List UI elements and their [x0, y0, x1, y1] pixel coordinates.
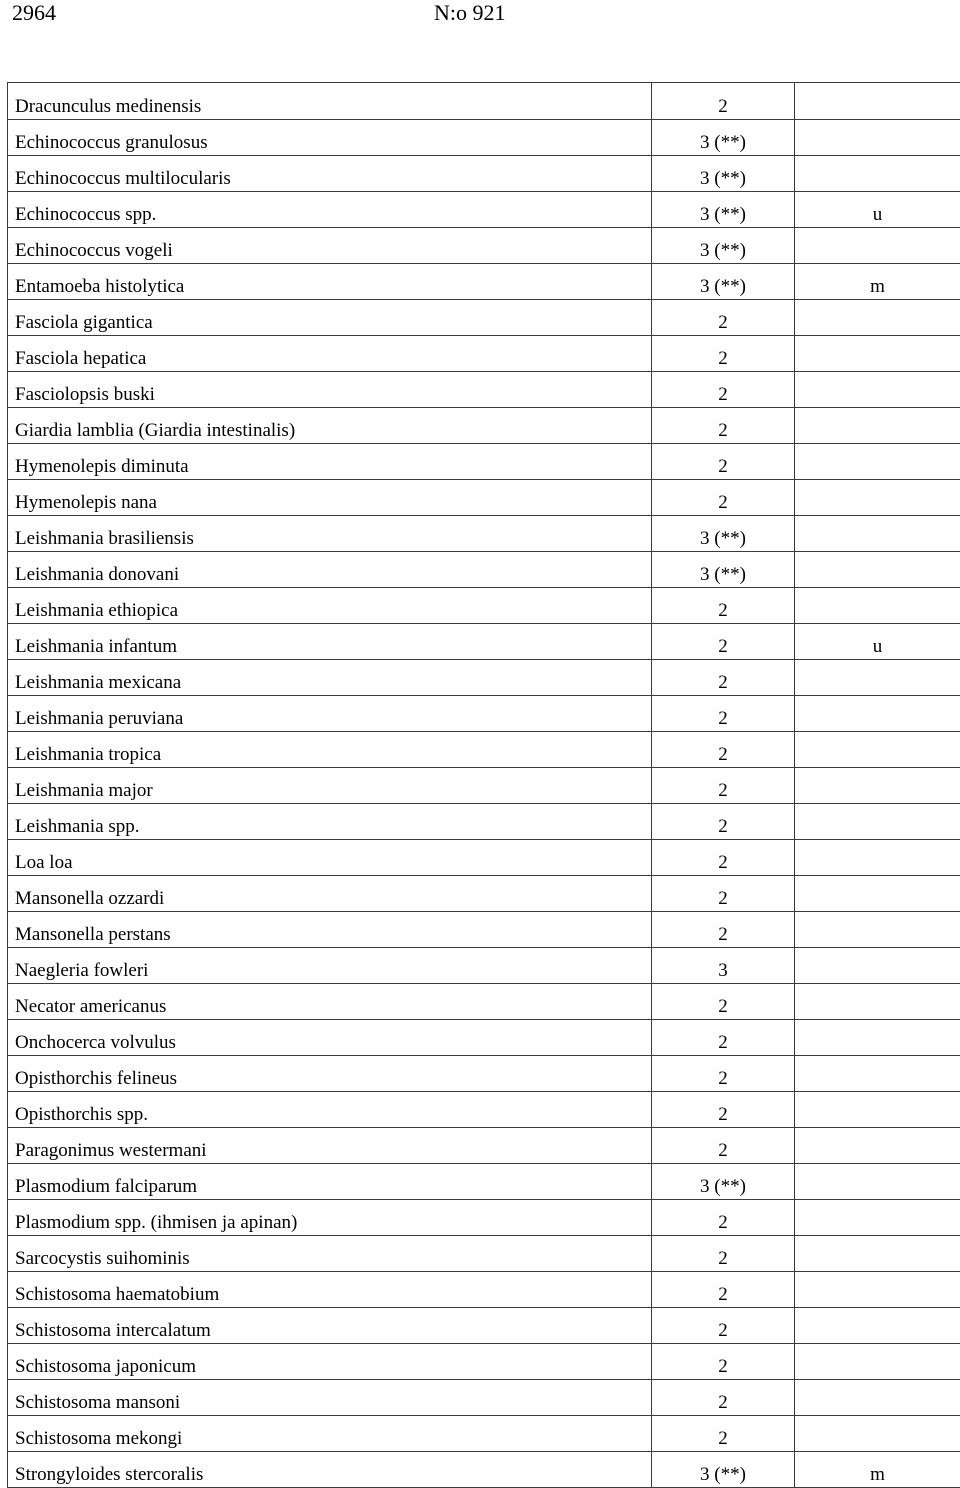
- risk-group-cell: 2: [652, 660, 795, 696]
- agent-name-cell: Sarcocystis suihominis: [8, 1236, 652, 1272]
- table-row: [8, 1128, 960, 1164]
- risk-group-cell: 2: [652, 696, 795, 732]
- agent-name-cell: Echinococcus granulosus: [8, 120, 652, 156]
- table-row: [8, 840, 960, 876]
- table-row: [8, 408, 960, 444]
- note-cell: [795, 876, 960, 912]
- table-row: [8, 804, 960, 840]
- risk-group-cell: 3 (**): [652, 156, 795, 192]
- note-cell: [795, 83, 960, 120]
- note-cell: m: [795, 264, 960, 300]
- agent-name-cell: Leishmania spp.: [8, 804, 652, 840]
- table-row: [8, 1164, 960, 1200]
- risk-group-cell: 2: [652, 1308, 795, 1344]
- note-cell: [795, 1272, 960, 1308]
- table-row: [8, 984, 960, 1020]
- agent-name-cell: Mansonella perstans: [8, 912, 652, 948]
- note-cell: [795, 408, 960, 444]
- table-row: [8, 480, 960, 516]
- risk-group-cell: 2: [652, 408, 795, 444]
- note-cell: [795, 912, 960, 948]
- note-cell: [795, 984, 960, 1020]
- note-cell: m: [795, 1452, 960, 1488]
- agent-name-cell: Fasciola hepatica: [8, 336, 652, 372]
- agents-table-body: [8, 83, 960, 1488]
- agent-name-cell: Loa loa: [8, 840, 652, 876]
- note-cell: [795, 1200, 960, 1236]
- agent-name-cell: Plasmodium falciparum: [8, 1164, 652, 1200]
- agent-name-cell: Entamoeba histolytica: [8, 264, 652, 300]
- agent-name-cell: Leishmania brasiliensis: [8, 516, 652, 552]
- risk-group-cell: 2: [652, 1272, 795, 1308]
- note-cell: u: [795, 192, 960, 228]
- risk-group-cell: 3: [652, 948, 795, 984]
- agent-name-cell: Echinococcus multilocularis: [8, 156, 652, 192]
- note-cell: [795, 1236, 960, 1272]
- risk-group-cell: 2: [652, 300, 795, 336]
- table-row: [8, 624, 960, 660]
- risk-group-cell: 2: [652, 336, 795, 372]
- table-row: [8, 516, 960, 552]
- risk-group-cell: 3 (**): [652, 120, 795, 156]
- biological-agents-table: [7, 82, 960, 1488]
- note-cell: [795, 444, 960, 480]
- note-cell: [795, 588, 960, 624]
- risk-group-cell: 3 (**): [652, 264, 795, 300]
- note-cell: [795, 1164, 960, 1200]
- table-row: [8, 1344, 960, 1380]
- agent-name-cell: Schistosoma haematobium: [8, 1272, 652, 1308]
- table-row: [8, 372, 960, 408]
- table-row: [8, 1380, 960, 1416]
- risk-group-cell: 2: [652, 624, 795, 660]
- table-row: [8, 192, 960, 228]
- risk-group-cell: 2: [652, 912, 795, 948]
- agent-name-cell: Echinococcus spp.: [8, 192, 652, 228]
- risk-group-cell: 2: [652, 876, 795, 912]
- agent-name-cell: Leishmania donovani: [8, 552, 652, 588]
- agent-name-cell: Echinococcus vogeli: [8, 228, 652, 264]
- note-cell: [795, 696, 960, 732]
- table-row: [8, 1452, 960, 1488]
- table-row: [8, 156, 960, 192]
- table-row: [8, 696, 960, 732]
- table-row: [8, 1056, 960, 1092]
- note-cell: u: [795, 624, 960, 660]
- table-row: [8, 83, 960, 120]
- note-cell: [795, 840, 960, 876]
- agent-name-cell: Leishmania mexicana: [8, 660, 652, 696]
- table-row: [8, 300, 960, 336]
- table-row: [8, 228, 960, 264]
- agent-name-cell: Schistosoma mansoni: [8, 1380, 652, 1416]
- risk-group-cell: 3 (**): [652, 516, 795, 552]
- note-cell: [795, 1380, 960, 1416]
- agent-name-cell: Schistosoma intercalatum: [8, 1308, 652, 1344]
- risk-group-cell: 3 (**): [652, 1164, 795, 1200]
- agent-name-cell: Schistosoma japonicum: [8, 1344, 652, 1380]
- agent-name-cell: Giardia lamblia (Giardia intestinalis): [8, 408, 652, 444]
- page-header: [0, 0, 960, 30]
- table-row: [8, 1308, 960, 1344]
- agent-name-cell: Schistosoma mekongi: [8, 1416, 652, 1452]
- document-number: N:o 921: [434, 0, 506, 26]
- agent-name-cell: Opisthorchis spp.: [8, 1092, 652, 1128]
- risk-group-cell: 2: [652, 588, 795, 624]
- risk-group-cell: 2: [652, 1128, 795, 1164]
- note-cell: [795, 732, 960, 768]
- risk-group-cell: 3 (**): [652, 192, 795, 228]
- note-cell: [795, 516, 960, 552]
- risk-group-cell: 2: [652, 1344, 795, 1380]
- table-row: [8, 660, 960, 696]
- note-cell: [795, 948, 960, 984]
- risk-group-cell: 2: [652, 768, 795, 804]
- note-cell: [795, 1092, 960, 1128]
- table-row: [8, 1272, 960, 1308]
- table-row: [8, 1416, 960, 1452]
- table-row: [8, 444, 960, 480]
- agent-name-cell: Plasmodium spp. (ihmisen ja apinan): [8, 1200, 652, 1236]
- risk-group-cell: 2: [652, 804, 795, 840]
- risk-group-cell: 2: [652, 1416, 795, 1452]
- table-row: [8, 120, 960, 156]
- agent-name-cell: Dracunculus medinensis: [8, 83, 652, 120]
- table-row: [8, 336, 960, 372]
- note-cell: [795, 156, 960, 192]
- risk-group-cell: 2: [652, 480, 795, 516]
- table-row: [8, 768, 960, 804]
- risk-group-cell: 2: [652, 840, 795, 876]
- note-cell: [795, 480, 960, 516]
- note-cell: [795, 768, 960, 804]
- page-number: 2964: [12, 0, 56, 26]
- risk-group-cell: 2: [652, 83, 795, 120]
- note-cell: [795, 120, 960, 156]
- table-row: [8, 264, 960, 300]
- risk-group-cell: 3 (**): [652, 1452, 795, 1488]
- note-cell: [795, 336, 960, 372]
- table-row: [8, 1236, 960, 1272]
- note-cell: [795, 1416, 960, 1452]
- risk-group-cell: 2: [652, 444, 795, 480]
- note-cell: [795, 1308, 960, 1344]
- risk-group-cell: 2: [652, 1056, 795, 1092]
- risk-group-cell: 2: [652, 1020, 795, 1056]
- risk-group-cell: 2: [652, 1380, 795, 1416]
- risk-group-cell: 2: [652, 1092, 795, 1128]
- table-row: [8, 912, 960, 948]
- agent-name-cell: Leishmania ethiopica: [8, 588, 652, 624]
- note-cell: [795, 552, 960, 588]
- table-row: [8, 732, 960, 768]
- agent-name-cell: Leishmania infantum: [8, 624, 652, 660]
- table-row: [8, 1092, 960, 1128]
- risk-group-cell: 2: [652, 1200, 795, 1236]
- note-cell: [795, 372, 960, 408]
- note-cell: [795, 1056, 960, 1092]
- risk-group-cell: 2: [652, 372, 795, 408]
- agent-name-cell: Fasciolopsis buski: [8, 372, 652, 408]
- agent-name-cell: Naegleria fowleri: [8, 948, 652, 984]
- agent-name-cell: Paragonimus westermani: [8, 1128, 652, 1164]
- table-row: [8, 552, 960, 588]
- note-cell: [795, 300, 960, 336]
- risk-group-cell: 2: [652, 732, 795, 768]
- note-cell: [795, 804, 960, 840]
- agent-name-cell: Strongyloides stercoralis: [8, 1452, 652, 1488]
- table-row: [8, 588, 960, 624]
- note-cell: [795, 1128, 960, 1164]
- table-row: [8, 948, 960, 984]
- agent-name-cell: Necator americanus: [8, 984, 652, 1020]
- risk-group-cell: 3 (**): [652, 228, 795, 264]
- agent-name-cell: Hymenolepis diminuta: [8, 444, 652, 480]
- agent-name-cell: Hymenolepis nana: [8, 480, 652, 516]
- note-cell: [795, 228, 960, 264]
- note-cell: [795, 1020, 960, 1056]
- agent-name-cell: Leishmania peruviana: [8, 696, 652, 732]
- agent-name-cell: Mansonella ozzardi: [8, 876, 652, 912]
- note-cell: [795, 660, 960, 696]
- agent-name-cell: Leishmania major: [8, 768, 652, 804]
- agent-name-cell: Onchocerca volvulus: [8, 1020, 652, 1056]
- agent-name-cell: Opisthorchis felineus: [8, 1056, 652, 1092]
- risk-group-cell: 3 (**): [652, 552, 795, 588]
- table-row: [8, 1200, 960, 1236]
- agent-name-cell: Fasciola gigantica: [8, 300, 652, 336]
- table-row: [8, 1020, 960, 1056]
- risk-group-cell: 2: [652, 1236, 795, 1272]
- agent-name-cell: Leishmania tropica: [8, 732, 652, 768]
- risk-group-cell: 2: [652, 984, 795, 1020]
- note-cell: [795, 1344, 960, 1380]
- table-row: [8, 876, 960, 912]
